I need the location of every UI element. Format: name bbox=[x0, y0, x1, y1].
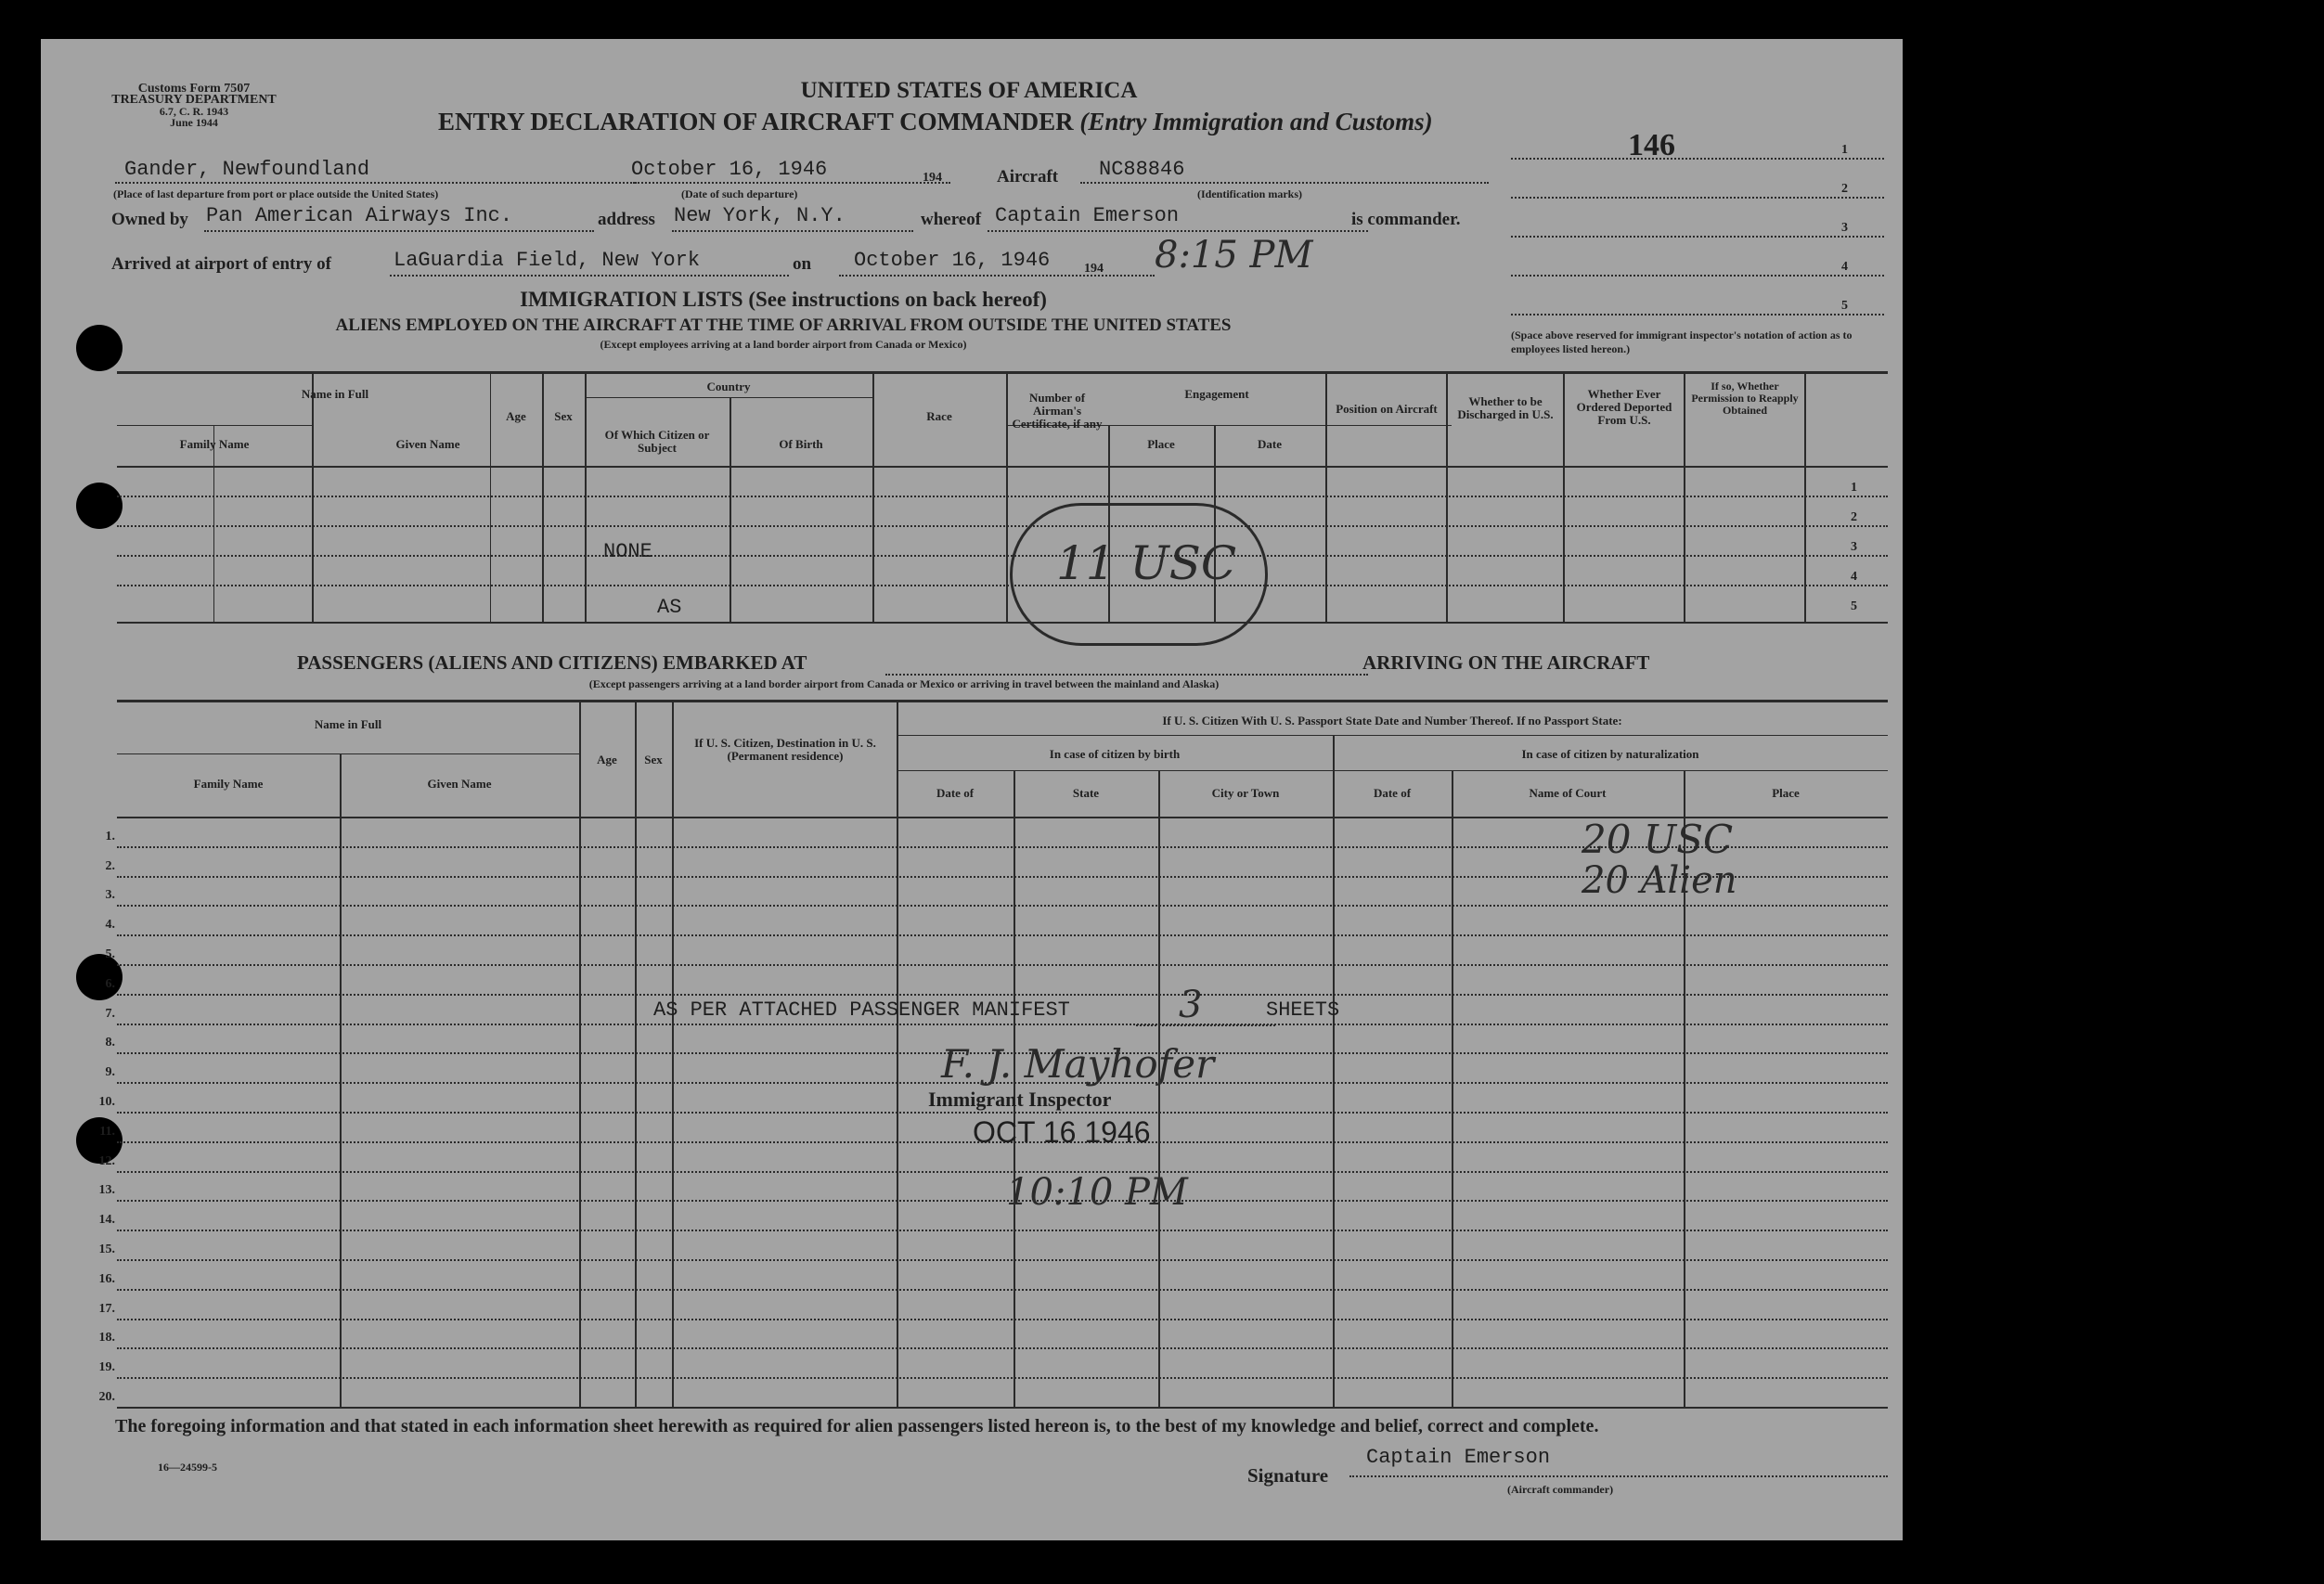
inspection-stamp-date: OCT 16 1946 bbox=[973, 1115, 1151, 1149]
passenger-row-number: 2. bbox=[105, 859, 115, 873]
passenger-row-number: 1. bbox=[105, 830, 115, 844]
arrival-date: October 16, 1946 bbox=[854, 249, 1051, 272]
passenger-row-line bbox=[117, 1407, 1888, 1409]
passenger-row-number: 6. bbox=[105, 977, 115, 991]
punch-hole bbox=[76, 325, 123, 371]
passenger-row-line bbox=[117, 1112, 1888, 1114]
departure-place: Gander, Newfoundland bbox=[124, 158, 370, 181]
commander-signature: Captain Emerson bbox=[1366, 1446, 1551, 1469]
passenger-row-line bbox=[117, 964, 1888, 966]
departure-date: October 16, 1946 bbox=[631, 158, 828, 181]
manifest-text: AS PER ATTACHED PASSENGER MANIFEST bbox=[653, 998, 1070, 1022]
passenger-row-number: 13. bbox=[98, 1183, 115, 1197]
passenger-row-line bbox=[117, 934, 1888, 936]
inspector-signature: F. J. Mayhofer bbox=[941, 1041, 1215, 1087]
form-number: 146 bbox=[1628, 128, 1675, 162]
passenger-row-number: 8. bbox=[105, 1036, 115, 1050]
passenger-row-number: 20. bbox=[98, 1390, 115, 1404]
passenger-row-number: 11. bbox=[99, 1125, 115, 1139]
passenger-row-line bbox=[117, 1230, 1888, 1231]
entry-as: AS bbox=[657, 596, 682, 619]
passenger-row-number: 5. bbox=[105, 947, 115, 961]
passengers-title: PASSENGERS (ALIENS AND CITIZENS) EMBARKED AT bbox=[297, 651, 807, 674]
passenger-row-number: 7. bbox=[105, 1007, 115, 1021]
declaration-text: The foregoing information and that stated in each information sheet herewith as required for alien passengers listed hereon is, to the best of my knowledge and belief, correct and complete. bbox=[115, 1416, 1599, 1436]
print-code: 16—24599-5 bbox=[158, 1461, 217, 1474]
passenger-row-number: 17. bbox=[98, 1302, 115, 1316]
passenger-row-number: 19. bbox=[98, 1360, 115, 1374]
passenger-row-number: 18. bbox=[98, 1331, 115, 1345]
passenger-row-number: 9. bbox=[105, 1065, 115, 1079]
passenger-row-line bbox=[117, 1171, 1888, 1173]
passenger-row-line bbox=[117, 1024, 1888, 1025]
arrival-time-handwritten: 8:15 PM bbox=[1155, 234, 1313, 277]
passenger-row-line bbox=[117, 1347, 1888, 1349]
passenger-row-number: 10. bbox=[98, 1095, 115, 1109]
commander-name: Captain Emerson bbox=[995, 204, 1180, 227]
form-identifier: Customs Form 7507 TREASURY DEPARTMENT 6.7, C. R. 1943 June 1944 bbox=[111, 82, 277, 129]
owner-name: Pan American Airways Inc. bbox=[206, 204, 513, 227]
arrival-airport: LaGuardia Field, New York bbox=[394, 249, 701, 272]
passenger-row-line bbox=[117, 1259, 1888, 1261]
form-sheet: Customs Form 7507 TREASURY DEPARTMENT 6.7, C. R. 1943 June 1944 UNITED STATES OF AMERICA ENTRY DECLARATION OF AIRCRAFT COMMANDER (Entry Immigration and Customs) 146 1 2 3 4 5 (Space above reserved for immigrant inspector's notation of action as to employees listed hereon.) Gander, Newfoundland (Place of last departure from port or place outside the United States) October 16, 1946 (Date of such departure) 194 Aircraft NC88846 (Identification marks) Owned by Pan American Airways Inc. address New York, N.Y. whereof Captain Emerson is commander. Arrived at airport of entry of LaGuardia Field, New York on October 16, 1946 194 8:15 PM IMMIGRATION LISTS (See instructions on back hereof) ALIENS EMPLOYED ON THE AIRCRAFT AT THE TIME OF ARRIVAL FROM OUTSIDE THE UNITED STATES (Except employees arriving at a land border airport from Canada or Mexico) Name in Full Family Name Given Name Age Sex Country Of Which Citizen or Subject Of Birth Race Number of Airman's Certificate, if any Engagement Place Date Position on Aircraft Whether to be Discharged in U.S. Whether Ever Ordered Deported From U.S. If so, Whether Permission to Reapply Obtained 1 2 3 4 5 NONE AS 11 USC PASSENGERS (ALIENS AND CITIZENS) EMBARKED AT ARRIVING ON THE AIRCRAFT (Except passengers arriving at a land border airport from Canada or Mexico or arriving in travel between the mainland and Alaska) Name in Full Family Name Given Name Age Sex If U. S. Citizen, Destination in U. S. (Permanent residence) If U. S. Citizen With U. S. Passport State Date and Number Thereof. If no Passport State: In case of citizen by birth In case of citizen by naturalization Date of State City or Town Date of Name of Court Place 1. 2. 3. 4. 5. 6. 7. 8. 9. 10. 11. 12. 13. 14. 15. 16. 17. 18. 19. 20. AS PER ATTACHED PASSENGER MANIFEST 3 SHEETS 20 USC 20 Alien F. J. Mayhofer Immigrant Inspector OCT 16 1946 10:10 PM The foregoing information and that stated in each information sheet herewith as required for alien passengers listed hereon is, to the best of my knowledge and belief, correct and complete. 16—24599-5 Signature Captain Emerson (Aircraft commander) bbox=[41, 39, 1903, 1540]
immigration-hand-note: 11 USC bbox=[1056, 536, 1237, 590]
passenger-row-number: 15. bbox=[98, 1243, 115, 1256]
passenger-hand-note-1: 20 USC bbox=[1582, 817, 1734, 862]
inspector-label: Immigrant Inspector bbox=[928, 1088, 1112, 1111]
owner-address: New York, N.Y. bbox=[674, 204, 846, 227]
page-title: ENTRY DECLARATION OF AIRCRAFT COMMANDER (Entry Immigration and Customs) bbox=[438, 108, 1433, 135]
aircraft-id: NC88846 bbox=[1099, 158, 1185, 181]
passenger-row-number: 16. bbox=[98, 1272, 115, 1286]
passenger-row-number: 12. bbox=[98, 1154, 115, 1168]
punch-hole bbox=[76, 483, 123, 529]
passenger-row-line bbox=[117, 1377, 1888, 1379]
passenger-row-line bbox=[117, 905, 1888, 907]
country-heading: UNITED STATES OF AMERICA bbox=[800, 78, 1138, 103]
reserved-note: (Space above reserved for immigrant inspector's notation of action as to employees listed hereon.) bbox=[1511, 328, 1853, 355]
passenger-row-line bbox=[117, 994, 1888, 996]
manifest-count: 3 bbox=[1179, 984, 1203, 1026]
immigration-subtitle: ALIENS EMPLOYED ON THE AIRCRAFT AT THE TIME OF ARRIVAL FROM OUTSIDE THE UNITED STATES bbox=[335, 316, 1232, 335]
passenger-row-number: 4. bbox=[105, 918, 115, 932]
inspection-time: 10:10 PM bbox=[1006, 1171, 1188, 1214]
passenger-row-line bbox=[117, 1200, 1888, 1202]
passenger-row-number: 14. bbox=[98, 1213, 115, 1227]
passenger-hand-note-2: 20 Alien bbox=[1582, 859, 1737, 902]
passenger-row-line bbox=[117, 1289, 1888, 1291]
immigration-title: IMMIGRATION LISTS (See instructions on back hereof) bbox=[520, 288, 1047, 311]
entry-none: NONE bbox=[603, 540, 652, 563]
passenger-row-line bbox=[117, 1319, 1888, 1320]
passenger-row-number: 3. bbox=[105, 888, 115, 902]
